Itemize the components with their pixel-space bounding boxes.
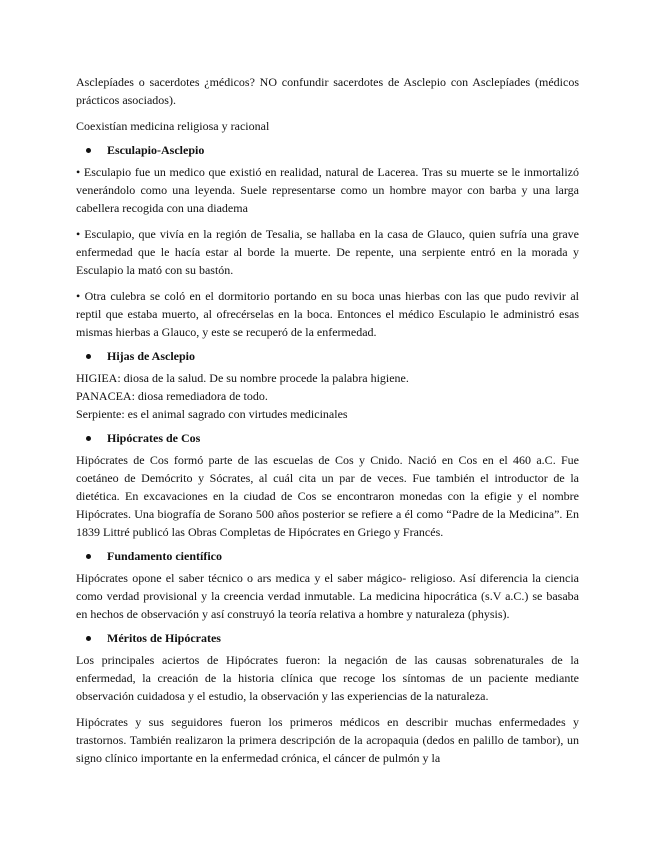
- document-page: [76, 73, 579, 767]
- meritos-paragraph-2: Hipócrates y sus seguidores fueron los primeros médicos en describir muchas enfermedades y trastornos. También realizaron la primera descripción de la acropaquia (dedos en palillo de tambor), un signo clínico importante en la enfermedad crónica, el cáncer de pulmón y la: [76, 715, 579, 765]
- esculapio-paragraph-3: • Otra culebra se coló en el dormitorio portando en su boca unas hierbas con las que pudo revivir al reptil que estaba muerto, al ofrecérselas en la boca. Entonces el médico Esculapio le administró esas mismas hierbas a Glauco, y este se recuperó de la enfermedad.: [76, 289, 579, 339]
- bullet-icon: [86, 554, 91, 559]
- section-heading-text: Esculapio-Asclepio: [107, 143, 205, 157]
- section-heading-text: Méritos de Hipócrates: [107, 631, 221, 645]
- intro-paragraph-2: Coexistían medicina religiosa y racional: [76, 119, 270, 133]
- hijas-line-higiea: HIGIEA: diosa de la salud. De su nombre procede la palabra higiene.: [76, 371, 409, 385]
- section-heading-hipocrates: [76, 429, 579, 447]
- intro-paragraph: Asclepíades o sacerdotes ¿médicos? NO confundir sacerdotes de Asclepio con Asclepíades (médicos prácticos asociados).: [76, 75, 579, 107]
- section-heading-hijas: [76, 347, 579, 365]
- section-heading-text: Fundamento científico: [107, 549, 222, 563]
- section-heading-meritos: [76, 629, 579, 647]
- hijas-line-serpiente: Serpiente: es el animal sagrado con virtudes medicinales: [76, 407, 348, 421]
- hipocrates-paragraph: Hipócrates de Cos formó parte de las escuelas de Cos y Cnido. Nació en Cos en el 460 a.C. Fue coetáneo de Demócrito y Sócrates, al cuál cita un par de veces. Fue también el introductor de la dietética. En excavaciones en la ciudad de Cos se encontraron monedas con la efigie y el nombre Hipócrates. Una biografía de Sorano 500 años posterior se refiere a él como “Padre de la Medicina”. En 1839 Littré publicó las Obras Completas de Hipócrates en Griego y Francés.: [76, 453, 579, 539]
- meritos-paragraph-1: Los principales aciertos de Hipócrates fueron: la negación de las causas sobrenaturales de la enfermedad, la creación de la historia clínica que recoge los síntomas de un paciente mediante observación cuidadosa y el estudio, la observación y las experiencias de la naturaleza.: [76, 653, 579, 703]
- esculapio-paragraph-2: • Esculapio, que vivía en la región de Tesalia, se hallaba en la casa de Glauco, quien sufría una grave enfermedad que le hacía estar al borde la muerte. De repente, una serpiente entró en la morada y Esculapio la mató con su bastón.: [76, 227, 579, 277]
- hijas-line-panacea: PANACEA: diosa remediadora de todo.: [76, 389, 268, 403]
- bullet-icon: [86, 636, 91, 641]
- section-heading-text: Hipócrates de Cos: [107, 431, 201, 445]
- section-heading-text: Hijas de Asclepio: [107, 349, 196, 363]
- bullet-icon: [86, 436, 91, 441]
- fundamento-paragraph: Hipócrates opone el saber técnico o ars medica y el saber mágico- religioso. Así diferencia la ciencia como verdad provisional y la creencia verdad inmutable. La medicina hipocrática (s.V a.C.) se basaba en hechos de observación y así construyó la teoría relativa a hombre y naturaleza (physis).: [76, 571, 579, 621]
- bullet-icon: [86, 148, 91, 153]
- section-heading-fundamento: [76, 547, 579, 565]
- esculapio-paragraph-1: • Esculapio fue un medico que existió en realidad, natural de Lacerea. Tras su muerte se le inmortalizó venerándolo como una leyenda. Suele representarse como un hombre mayor con barba y una larga cabellera recogida con una diadema: [76, 165, 579, 215]
- section-heading-esculapio: [76, 141, 579, 159]
- bullet-icon: [86, 354, 91, 359]
